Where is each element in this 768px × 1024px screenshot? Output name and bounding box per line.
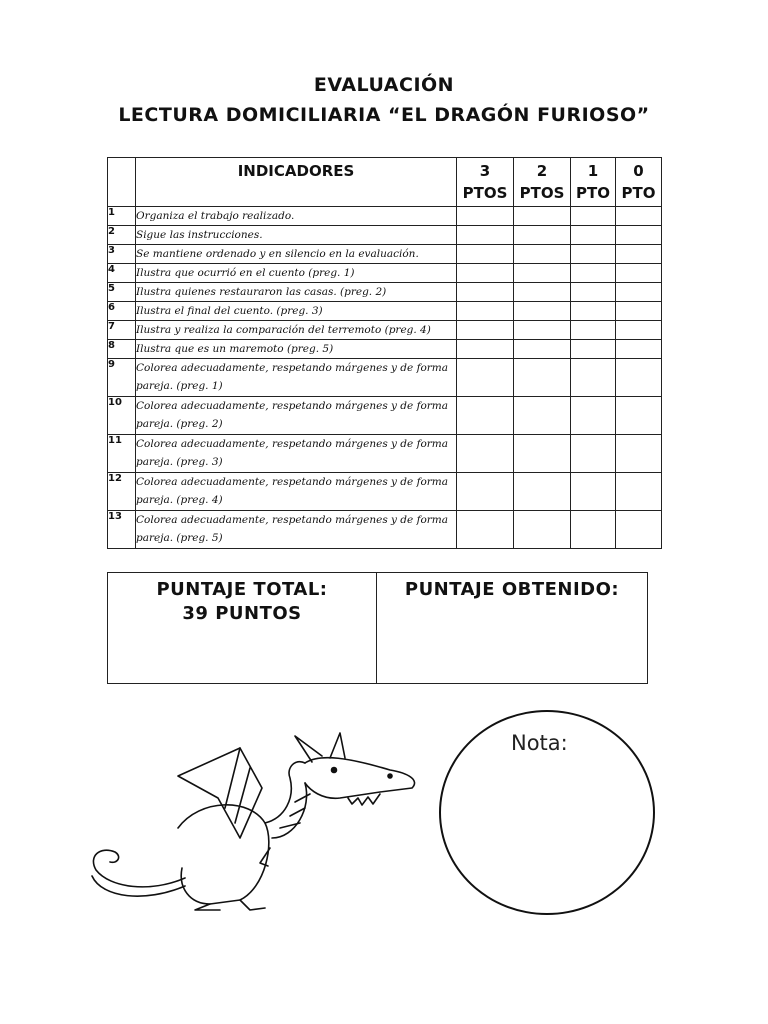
row-number: 10 [108, 397, 136, 435]
indicator-text: Colorea adecuadamente, respetando márgenes y de forma pareja. (preg. 5) [136, 511, 457, 549]
score-cell-2[interactable] [514, 359, 571, 397]
indicator-text: Se mantiene ordenado y en silencio en la evaluación. [136, 245, 457, 264]
rubric-row [108, 207, 662, 226]
nota-label: Nota: [511, 731, 568, 755]
indicator-text: Colorea adecuadamente, respetando márgenes y de forma pareja. (preg. 1) [136, 359, 457, 397]
rubric-row [108, 321, 662, 340]
score-cell-2[interactable] [514, 473, 571, 511]
score-cell-2[interactable] [514, 226, 571, 245]
score-cell-1[interactable] [571, 302, 616, 321]
score-cell-3[interactable] [457, 264, 514, 283]
score-cell-0[interactable] [616, 302, 662, 321]
score-cell-0[interactable] [616, 245, 662, 264]
row-number: 8 [108, 340, 136, 359]
header-0-bottom: PTO [621, 184, 656, 202]
row-number: 13 [108, 511, 136, 549]
score-cell-3[interactable] [457, 397, 514, 435]
score-cell-1[interactable] [571, 283, 616, 302]
rubric-table [107, 157, 662, 549]
puntaje-total-label: PUNTAJE TOTAL: [156, 579, 328, 600]
header-3-top: 3 [479, 162, 491, 180]
indicator-text: Ilustra que es un maremoto (preg. 5) [136, 340, 457, 359]
score-cell-0[interactable] [616, 511, 662, 549]
score-cell-2[interactable] [514, 264, 571, 283]
header-3-bottom: PTOS [462, 184, 508, 202]
score-cell-1[interactable] [571, 397, 616, 435]
score-cell-1[interactable] [571, 340, 616, 359]
dragon-illustration [90, 728, 430, 918]
score-cell-0[interactable] [616, 359, 662, 397]
score-cell-3[interactable] [457, 340, 514, 359]
indicator-text: Organiza el trabajo realizado. [136, 207, 457, 226]
score-cell-1[interactable] [571, 359, 616, 397]
indicator-text: Colorea adecuadamente, respetando márgenes y de forma pareja. (preg. 2) [136, 397, 457, 435]
score-cell-1[interactable] [571, 435, 616, 473]
rubric-row [108, 264, 662, 283]
score-cell-0[interactable] [616, 283, 662, 302]
row-number: 12 [108, 473, 136, 511]
indicator-text: Ilustra quienes restauraron las casas. (preg. 2) [136, 283, 457, 302]
score-cell-1[interactable] [571, 226, 616, 245]
title-evaluacion: EVALUACIÓN [313, 74, 455, 96]
score-cell-1[interactable] [571, 207, 616, 226]
score-cell-0[interactable] [616, 264, 662, 283]
header-1-bottom: PTO [576, 184, 610, 202]
rubric-row [108, 473, 662, 511]
puntaje-total-cell [108, 573, 377, 683]
rubric-row [108, 302, 662, 321]
score-cell-0[interactable] [616, 207, 662, 226]
rubric-row [108, 511, 662, 549]
header-2-bottom: PTOS [519, 184, 565, 202]
score-cell-1[interactable] [571, 473, 616, 511]
rubric-row [108, 245, 662, 264]
rubric-row [108, 283, 662, 302]
score-cell-2[interactable] [514, 245, 571, 264]
header-3-ptos [457, 158, 514, 207]
header-1-top: 1 [587, 162, 599, 180]
score-cell-0[interactable] [616, 321, 662, 340]
row-number: 1 [108, 207, 136, 226]
score-cell-1[interactable] [571, 245, 616, 264]
score-cell-2[interactable] [514, 283, 571, 302]
score-cell-0[interactable] [616, 397, 662, 435]
indicator-text: Ilustra el final del cuento. (preg. 3) [136, 302, 457, 321]
score-cell-3[interactable] [457, 321, 514, 340]
rubric-row [108, 435, 662, 473]
score-cell-3[interactable] [457, 207, 514, 226]
score-cell-0[interactable] [616, 435, 662, 473]
indicator-text: Colorea adecuadamente, respetando márgenes y de forma pareja. (preg. 3) [136, 435, 457, 473]
header-1-pto [571, 158, 616, 207]
row-number: 6 [108, 302, 136, 321]
score-cell-3[interactable] [457, 435, 514, 473]
indicator-text: Colorea adecuadamente, respetando márgenes y de forma pareja. (preg. 4) [136, 473, 457, 511]
score-cell-1[interactable] [571, 511, 616, 549]
row-number: 4 [108, 264, 136, 283]
score-cell-1[interactable] [571, 264, 616, 283]
score-cell-2[interactable] [514, 397, 571, 435]
row-number: 5 [108, 283, 136, 302]
row-number: 11 [108, 435, 136, 473]
score-cell-2[interactable] [514, 340, 571, 359]
score-cell-2[interactable] [514, 321, 571, 340]
score-cell-3[interactable] [457, 359, 514, 397]
row-number: 7 [108, 321, 136, 340]
row-number: 2 [108, 226, 136, 245]
rubric-row [108, 226, 662, 245]
score-cell-3[interactable] [457, 511, 514, 549]
score-cell-2[interactable] [514, 435, 571, 473]
puntaje-obtenido-label: PUNTAJE OBTENIDO: [404, 579, 620, 600]
score-cell-1[interactable] [571, 321, 616, 340]
header-indicadores: INDICADORES [136, 158, 457, 207]
score-cell-0[interactable] [616, 226, 662, 245]
score-cell-3[interactable] [457, 302, 514, 321]
header-blank-cell [108, 158, 136, 207]
rubric-row [108, 340, 662, 359]
rubric-row [108, 397, 662, 435]
score-cell-2[interactable] [514, 511, 571, 549]
score-cell-3[interactable] [457, 245, 514, 264]
score-cell-2[interactable] [514, 207, 571, 226]
score-cell-2[interactable] [514, 302, 571, 321]
score-box [107, 572, 648, 684]
score-cell-0[interactable] [616, 473, 662, 511]
score-cell-3[interactable] [457, 473, 514, 511]
puntaje-obtenido-cell[interactable] [377, 573, 647, 683]
header-0-top: 0 [633, 162, 644, 180]
score-cell-3[interactable] [457, 226, 514, 245]
row-number: 9 [108, 359, 136, 397]
indicator-text: Ilustra que ocurrió en el cuento (preg. 1) [136, 264, 457, 283]
title-lectura: LECTURA DOMICILIARIA “EL DRAGÓN FURIOSO” [118, 104, 650, 126]
score-cell-3[interactable] [457, 283, 514, 302]
score-cell-0[interactable] [616, 340, 662, 359]
header-2-ptos [514, 158, 571, 207]
header-0-pto [616, 158, 662, 207]
rubric-row [108, 359, 662, 397]
puntaje-total-value: 39 PUNTOS [182, 603, 302, 624]
row-number: 3 [108, 245, 136, 264]
indicator-text: Sigue las instrucciones. [136, 226, 457, 245]
header-2-top: 2 [536, 162, 548, 180]
indicator-text: Ilustra y realiza la comparación del terremoto (preg. 4) [136, 321, 457, 340]
rubric-header-row [108, 158, 662, 207]
